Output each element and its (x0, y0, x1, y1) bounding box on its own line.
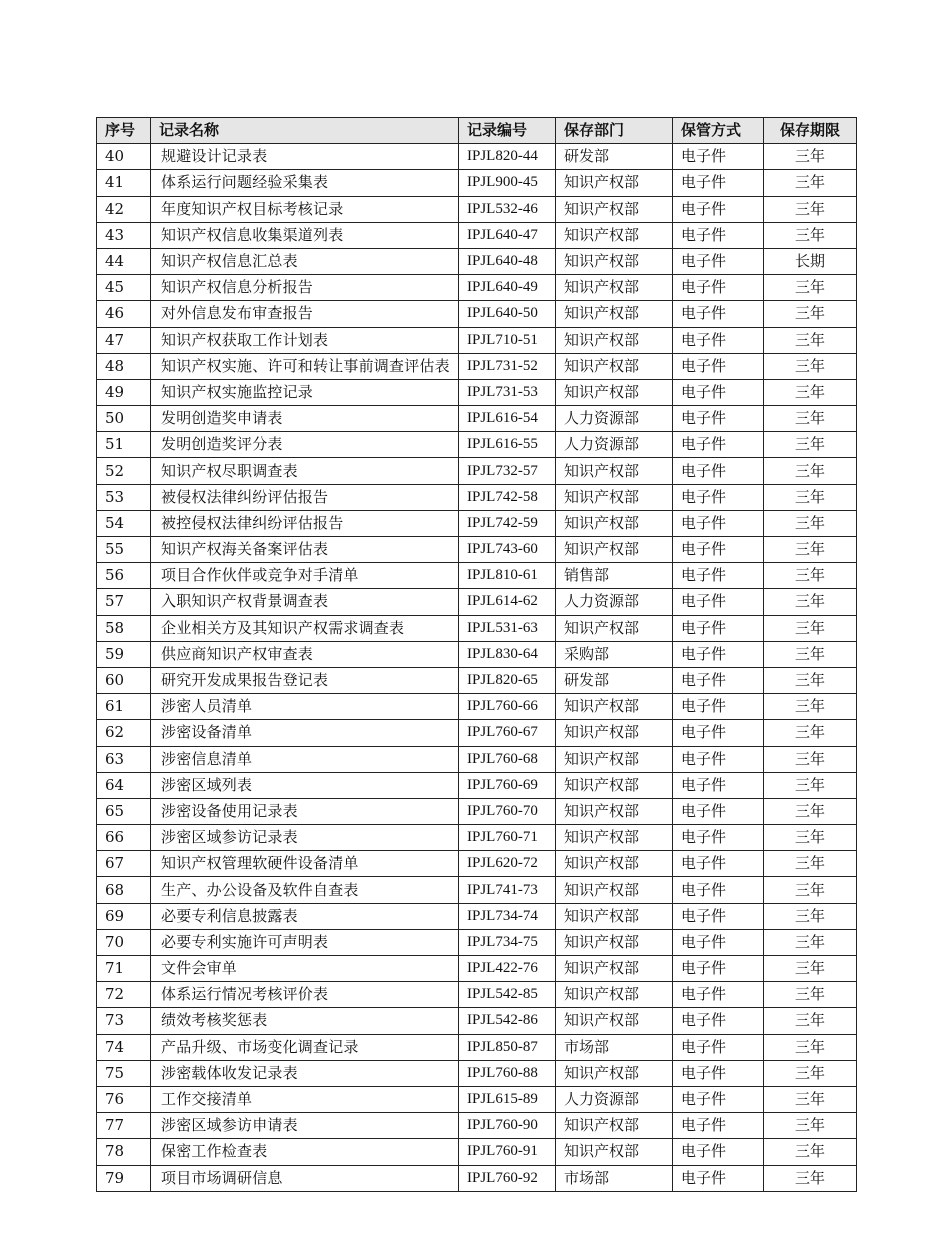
cell-record-name: 项目市场调研信息 (151, 1165, 459, 1191)
cell-storage-method: 电子件 (673, 458, 764, 484)
cell-retention-period: 三年 (764, 798, 857, 824)
cell-record-code: IPJL760-92 (459, 1165, 556, 1191)
cell-record-name: 绩效考核奖惩表 (151, 1008, 459, 1034)
cell-no: 69 (97, 903, 151, 929)
cell-storage-method: 电子件 (673, 851, 764, 877)
table-row (97, 694, 857, 720)
cell-record-code: IPJL742-59 (459, 510, 556, 536)
table-row (97, 144, 857, 170)
table-row (97, 248, 857, 274)
table-row (97, 563, 857, 589)
cell-department: 知识产权部 (556, 484, 673, 510)
cell-department: 知识产权部 (556, 851, 673, 877)
cell-department: 市场部 (556, 1034, 673, 1060)
cell-department: 知识产权部 (556, 379, 673, 405)
cell-record-name: 知识产权管理软硬件设备清单 (151, 851, 459, 877)
cell-record-name: 知识产权实施、许可和转让事前调查评估表 (151, 353, 459, 379)
cell-record-name: 涉密设备使用记录表 (151, 798, 459, 824)
cell-no: 53 (97, 484, 151, 510)
header-code: 记录编号 (459, 118, 556, 144)
cell-record-code: IPJL742-58 (459, 484, 556, 510)
cell-record-name: 涉密区域参访记录表 (151, 825, 459, 851)
cell-retention-period: 三年 (764, 929, 857, 955)
table-row (97, 406, 857, 432)
cell-storage-method: 电子件 (673, 1165, 764, 1191)
cell-retention-period: 三年 (764, 982, 857, 1008)
cell-storage-method: 电子件 (673, 589, 764, 615)
cell-storage-method: 电子件 (673, 1113, 764, 1139)
cell-department: 知识产权部 (556, 1139, 673, 1165)
cell-record-name: 保密工作检查表 (151, 1139, 459, 1165)
cell-record-code: IPJL760-66 (459, 694, 556, 720)
cell-record-code: IPJL734-75 (459, 929, 556, 955)
cell-record-code: IPJL820-65 (459, 667, 556, 693)
cell-retention-period: 三年 (764, 720, 857, 746)
table-row (97, 1034, 857, 1060)
cell-record-code: IPJL640-49 (459, 275, 556, 301)
table-row (97, 537, 857, 563)
table-row (97, 772, 857, 798)
cell-storage-method: 电子件 (673, 798, 764, 824)
cell-record-code: IPJL731-53 (459, 379, 556, 405)
cell-department: 知识产权部 (556, 222, 673, 248)
cell-storage-method: 电子件 (673, 903, 764, 929)
cell-storage-method: 电子件 (673, 746, 764, 772)
cell-department: 知识产权部 (556, 458, 673, 484)
cell-record-name: 体系运行情况考核评价表 (151, 982, 459, 1008)
cell-no: 75 (97, 1060, 151, 1086)
records-body (97, 144, 857, 1192)
cell-retention-period: 三年 (764, 406, 857, 432)
cell-department: 知识产权部 (556, 929, 673, 955)
cell-record-name: 对外信息发布审查报告 (151, 301, 459, 327)
cell-storage-method: 电子件 (673, 1060, 764, 1086)
cell-retention-period: 三年 (764, 275, 857, 301)
table-row (97, 1086, 857, 1112)
cell-no: 73 (97, 1008, 151, 1034)
cell-department: 知识产权部 (556, 798, 673, 824)
cell-no: 40 (97, 144, 151, 170)
cell-retention-period: 三年 (764, 1034, 857, 1060)
table-row (97, 170, 857, 196)
table-row (97, 877, 857, 903)
table-header-row (97, 118, 857, 144)
cell-retention-period: 三年 (764, 589, 857, 615)
cell-record-code: IPJL760-70 (459, 798, 556, 824)
cell-retention-period: 三年 (764, 1086, 857, 1112)
cell-record-code: IPJL542-85 (459, 982, 556, 1008)
cell-no: 41 (97, 170, 151, 196)
cell-department: 研发部 (556, 144, 673, 170)
table-row (97, 1113, 857, 1139)
cell-retention-period: 三年 (764, 510, 857, 536)
cell-no: 54 (97, 510, 151, 536)
cell-no: 74 (97, 1034, 151, 1060)
cell-record-code: IPJL810-61 (459, 563, 556, 589)
cell-record-name: 项目合作伙伴或竞争对手清单 (151, 563, 459, 589)
cell-record-name: 涉密人员清单 (151, 694, 459, 720)
table-row (97, 196, 857, 222)
cell-no: 45 (97, 275, 151, 301)
cell-no: 58 (97, 615, 151, 641)
cell-no: 43 (97, 222, 151, 248)
cell-record-name: 知识产权信息收集渠道列表 (151, 222, 459, 248)
cell-no: 56 (97, 563, 151, 589)
cell-retention-period: 三年 (764, 615, 857, 641)
cell-record-name: 产品升级、市场变化调查记录 (151, 1034, 459, 1060)
cell-record-code: IPJL760-69 (459, 772, 556, 798)
cell-department: 知识产权部 (556, 694, 673, 720)
table-row (97, 458, 857, 484)
cell-storage-method: 电子件 (673, 720, 764, 746)
cell-no: 52 (97, 458, 151, 484)
cell-no: 47 (97, 327, 151, 353)
cell-retention-period: 三年 (764, 641, 857, 667)
cell-department: 知识产权部 (556, 772, 673, 798)
cell-department: 人力资源部 (556, 432, 673, 458)
cell-record-name: 被侵权法律纠纷评估报告 (151, 484, 459, 510)
cell-department: 市场部 (556, 1165, 673, 1191)
cell-no: 70 (97, 929, 151, 955)
table-row (97, 353, 857, 379)
cell-record-code: IPJL760-88 (459, 1060, 556, 1086)
cell-department: 采购部 (556, 641, 673, 667)
cell-record-code: IPJL640-50 (459, 301, 556, 327)
cell-department: 人力资源部 (556, 406, 673, 432)
cell-storage-method: 电子件 (673, 248, 764, 274)
cell-no: 49 (97, 379, 151, 405)
cell-record-code: IPJL422-76 (459, 956, 556, 982)
cell-retention-period: 三年 (764, 379, 857, 405)
table-row (97, 746, 857, 772)
table-row (97, 1060, 857, 1086)
cell-no: 51 (97, 432, 151, 458)
cell-record-name: 知识产权获取工作计划表 (151, 327, 459, 353)
header-period: 保存期限 (764, 118, 857, 144)
cell-storage-method: 电子件 (673, 379, 764, 405)
cell-department: 知识产权部 (556, 1113, 673, 1139)
cell-no: 71 (97, 956, 151, 982)
cell-record-name: 必要专利实施许可声明表 (151, 929, 459, 955)
table-row (97, 510, 857, 536)
cell-record-name: 规避设计记录表 (151, 144, 459, 170)
cell-record-name: 发明创造奖申请表 (151, 406, 459, 432)
cell-no: 72 (97, 982, 151, 1008)
cell-storage-method: 电子件 (673, 1086, 764, 1112)
cell-retention-period: 三年 (764, 903, 857, 929)
cell-retention-period: 三年 (764, 1139, 857, 1165)
cell-department: 知识产权部 (556, 903, 673, 929)
cell-retention-period: 三年 (764, 825, 857, 851)
table-row (97, 1165, 857, 1191)
cell-record-code: IPJL760-91 (459, 1139, 556, 1165)
cell-storage-method: 电子件 (673, 694, 764, 720)
cell-storage-method: 电子件 (673, 327, 764, 353)
cell-retention-period: 三年 (764, 327, 857, 353)
cell-retention-period: 长期 (764, 248, 857, 274)
records-table (96, 117, 857, 1192)
cell-record-code: IPJL760-71 (459, 825, 556, 851)
header-dept: 保存部门 (556, 118, 673, 144)
cell-no: 42 (97, 196, 151, 222)
table-row (97, 432, 857, 458)
cell-department: 研发部 (556, 667, 673, 693)
table-row (97, 956, 857, 982)
cell-department: 知识产权部 (556, 720, 673, 746)
header-name: 记录名称 (151, 118, 459, 144)
cell-storage-method: 电子件 (673, 1008, 764, 1034)
table-row (97, 929, 857, 955)
cell-no: 44 (97, 248, 151, 274)
cell-retention-period: 三年 (764, 851, 857, 877)
cell-record-name: 涉密信息清单 (151, 746, 459, 772)
cell-record-name: 知识产权信息汇总表 (151, 248, 459, 274)
header-method: 保管方式 (673, 118, 764, 144)
table-row (97, 825, 857, 851)
cell-retention-period: 三年 (764, 1008, 857, 1034)
cell-record-name: 必要专利信息披露表 (151, 903, 459, 929)
table-row (97, 667, 857, 693)
cell-record-code: IPJL743-60 (459, 537, 556, 563)
cell-record-name: 涉密区域列表 (151, 772, 459, 798)
cell-retention-period: 三年 (764, 694, 857, 720)
cell-no: 57 (97, 589, 151, 615)
cell-department: 知识产权部 (556, 196, 673, 222)
cell-record-code: IPJL900-45 (459, 170, 556, 196)
cell-no: 67 (97, 851, 151, 877)
cell-record-name: 涉密载体收发记录表 (151, 1060, 459, 1086)
cell-storage-method: 电子件 (673, 537, 764, 563)
cell-department: 知识产权部 (556, 982, 673, 1008)
cell-record-code: IPJL760-90 (459, 1113, 556, 1139)
cell-storage-method: 电子件 (673, 563, 764, 589)
cell-record-code: IPJL760-67 (459, 720, 556, 746)
cell-retention-period: 三年 (764, 196, 857, 222)
cell-no: 77 (97, 1113, 151, 1139)
cell-storage-method: 电子件 (673, 275, 764, 301)
cell-record-name: 知识产权信息分析报告 (151, 275, 459, 301)
cell-storage-method: 电子件 (673, 353, 764, 379)
cell-no: 61 (97, 694, 151, 720)
document-page (96, 117, 856, 1192)
header-no: 序号 (97, 118, 151, 144)
cell-retention-period: 三年 (764, 458, 857, 484)
cell-no: 79 (97, 1165, 151, 1191)
cell-retention-period: 三年 (764, 772, 857, 798)
cell-record-code: IPJL616-54 (459, 406, 556, 432)
cell-retention-period: 三年 (764, 170, 857, 196)
cell-storage-method: 电子件 (673, 982, 764, 1008)
table-row (97, 222, 857, 248)
cell-record-name: 生产、办公设备及软件自查表 (151, 877, 459, 903)
cell-storage-method: 电子件 (673, 956, 764, 982)
cell-record-code: IPJL615-89 (459, 1086, 556, 1112)
cell-no: 68 (97, 877, 151, 903)
cell-storage-method: 电子件 (673, 406, 764, 432)
table-row (97, 301, 857, 327)
cell-retention-period: 三年 (764, 301, 857, 327)
cell-storage-method: 电子件 (673, 1034, 764, 1060)
cell-record-code: IPJL850-87 (459, 1034, 556, 1060)
cell-department: 知识产权部 (556, 248, 673, 274)
cell-record-name: 涉密设备清单 (151, 720, 459, 746)
cell-department: 知识产权部 (556, 746, 673, 772)
cell-department: 知识产权部 (556, 170, 673, 196)
cell-no: 59 (97, 641, 151, 667)
cell-record-code: IPJL710-51 (459, 327, 556, 353)
cell-record-name: 入职知识产权背景调查表 (151, 589, 459, 615)
table-row (97, 1008, 857, 1034)
cell-record-code: IPJL542-86 (459, 1008, 556, 1034)
cell-no: 63 (97, 746, 151, 772)
cell-record-code: IPJL640-48 (459, 248, 556, 274)
cell-storage-method: 电子件 (673, 825, 764, 851)
cell-record-name: 发明创造奖评分表 (151, 432, 459, 458)
cell-storage-method: 电子件 (673, 170, 764, 196)
cell-storage-method: 电子件 (673, 222, 764, 248)
cell-record-code: IPJL531-63 (459, 615, 556, 641)
cell-no: 50 (97, 406, 151, 432)
cell-record-code: IPJL614-62 (459, 589, 556, 615)
cell-no: 76 (97, 1086, 151, 1112)
cell-record-name: 被控侵权法律纠纷评估报告 (151, 510, 459, 536)
cell-record-name: 供应商知识产权审查表 (151, 641, 459, 667)
cell-no: 48 (97, 353, 151, 379)
cell-department: 知识产权部 (556, 956, 673, 982)
table-row (97, 589, 857, 615)
cell-record-name: 知识产权实施监控记录 (151, 379, 459, 405)
cell-storage-method: 电子件 (673, 641, 764, 667)
cell-record-code: IPJL734-74 (459, 903, 556, 929)
cell-department: 知识产权部 (556, 301, 673, 327)
cell-no: 62 (97, 720, 151, 746)
cell-record-code: IPJL732-57 (459, 458, 556, 484)
cell-retention-period: 三年 (764, 1113, 857, 1139)
cell-no: 55 (97, 537, 151, 563)
cell-retention-period: 三年 (764, 432, 857, 458)
cell-record-code: IPJL616-55 (459, 432, 556, 458)
table-row (97, 851, 857, 877)
cell-record-name: 涉密区域参访申请表 (151, 1113, 459, 1139)
cell-storage-method: 电子件 (673, 432, 764, 458)
cell-storage-method: 电子件 (673, 667, 764, 693)
cell-department: 知识产权部 (556, 825, 673, 851)
cell-retention-period: 三年 (764, 1060, 857, 1086)
cell-record-name: 文件会审单 (151, 956, 459, 982)
table-row (97, 903, 857, 929)
cell-record-name: 体系运行问题经验采集表 (151, 170, 459, 196)
cell-storage-method: 电子件 (673, 1139, 764, 1165)
table-row (97, 720, 857, 746)
table-row (97, 615, 857, 641)
cell-retention-period: 三年 (764, 537, 857, 563)
cell-record-name: 工作交接清单 (151, 1086, 459, 1112)
cell-record-code: IPJL731-52 (459, 353, 556, 379)
cell-department: 知识产权部 (556, 615, 673, 641)
cell-retention-period: 三年 (764, 956, 857, 982)
cell-department: 知识产权部 (556, 537, 673, 563)
cell-retention-period: 三年 (764, 667, 857, 693)
cell-storage-method: 电子件 (673, 772, 764, 798)
cell-department: 人力资源部 (556, 589, 673, 615)
cell-storage-method: 电子件 (673, 301, 764, 327)
cell-department: 知识产权部 (556, 327, 673, 353)
cell-record-code: IPJL532-46 (459, 196, 556, 222)
cell-record-code: IPJL760-68 (459, 746, 556, 772)
table-row (97, 798, 857, 824)
cell-no: 46 (97, 301, 151, 327)
cell-department: 人力资源部 (556, 1086, 673, 1112)
cell-no: 65 (97, 798, 151, 824)
cell-storage-method: 电子件 (673, 877, 764, 903)
table-row (97, 1139, 857, 1165)
table-row (97, 327, 857, 353)
cell-storage-method: 电子件 (673, 929, 764, 955)
cell-no: 78 (97, 1139, 151, 1165)
cell-record-name: 年度知识产权目标考核记录 (151, 196, 459, 222)
cell-no: 60 (97, 667, 151, 693)
table-row (97, 379, 857, 405)
cell-record-code: IPJL820-44 (459, 144, 556, 170)
cell-record-name: 知识产权海关备案评估表 (151, 537, 459, 563)
cell-retention-period: 三年 (764, 563, 857, 589)
cell-department: 销售部 (556, 563, 673, 589)
cell-department: 知识产权部 (556, 510, 673, 536)
cell-record-name: 知识产权尽职调查表 (151, 458, 459, 484)
cell-department: 知识产权部 (556, 1008, 673, 1034)
cell-storage-method: 电子件 (673, 615, 764, 641)
table-row (97, 484, 857, 510)
cell-storage-method: 电子件 (673, 144, 764, 170)
cell-retention-period: 三年 (764, 484, 857, 510)
cell-retention-period: 三年 (764, 353, 857, 379)
cell-retention-period: 三年 (764, 877, 857, 903)
cell-record-code: IPJL620-72 (459, 851, 556, 877)
cell-department: 知识产权部 (556, 275, 673, 301)
cell-record-name: 研究开发成果报告登记表 (151, 667, 459, 693)
cell-record-code: IPJL640-47 (459, 222, 556, 248)
cell-storage-method: 电子件 (673, 484, 764, 510)
cell-retention-period: 三年 (764, 1165, 857, 1191)
table-row (97, 275, 857, 301)
cell-no: 66 (97, 825, 151, 851)
cell-department: 知识产权部 (556, 1060, 673, 1086)
cell-storage-method: 电子件 (673, 510, 764, 536)
table-row (97, 641, 857, 667)
cell-department: 知识产权部 (556, 353, 673, 379)
cell-retention-period: 三年 (764, 746, 857, 772)
cell-retention-period: 三年 (764, 144, 857, 170)
cell-record-code: IPJL741-73 (459, 877, 556, 903)
table-row (97, 982, 857, 1008)
cell-retention-period: 三年 (764, 222, 857, 248)
cell-record-name: 企业相关方及其知识产权需求调查表 (151, 615, 459, 641)
cell-department: 知识产权部 (556, 877, 673, 903)
cell-storage-method: 电子件 (673, 196, 764, 222)
cell-record-code: IPJL830-64 (459, 641, 556, 667)
cell-no: 64 (97, 772, 151, 798)
